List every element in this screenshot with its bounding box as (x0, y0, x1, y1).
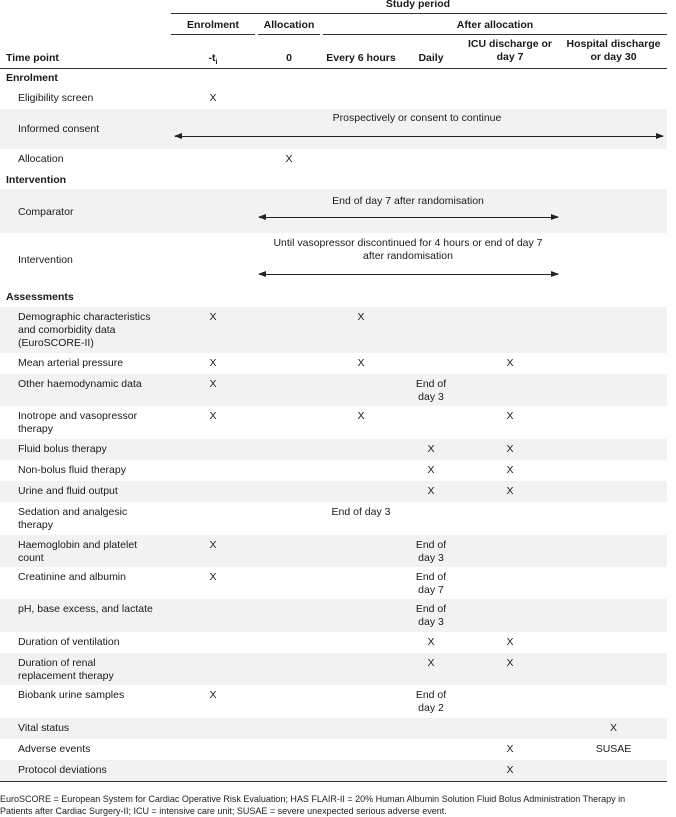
header-after-allocation: After allocation (456, 19, 534, 31)
row-label: Biobank urine samples (18, 689, 125, 701)
cell-enrol: X (209, 311, 217, 323)
row-label (18, 410, 168, 436)
header-allocation: Allocation (263, 19, 315, 31)
cell-hospital: SUSAE (595, 743, 632, 755)
table-row (0, 599, 667, 632)
cell-enrol: X (209, 539, 217, 551)
span-text: Prospectively or consent to continue (332, 112, 502, 124)
section-label: Enrolment (6, 72, 58, 84)
row-label: Protocol deviations (18, 764, 107, 776)
row-label (18, 657, 168, 683)
header-rule-enrolment (171, 34, 255, 35)
row-label: Duration of ventilation (18, 636, 120, 648)
header-tp-allocation: 0 (286, 52, 292, 64)
cell-alloc: X (285, 153, 293, 165)
row-label: Adverse events (18, 743, 91, 755)
header-rule-top (171, 13, 667, 14)
table-row (0, 535, 667, 567)
section-assessments (0, 288, 667, 307)
cell-daily (404, 378, 458, 404)
section-label: Intervention (6, 174, 67, 186)
table-row (0, 406, 667, 439)
row-label-line2: replacement therapy (18, 670, 114, 682)
cell-enrol: X (209, 357, 217, 369)
cell-daily (404, 539, 458, 565)
tp-hosp-line1: Hospital discharge (566, 38, 661, 50)
row-label: Non-bolus fluid therapy (18, 464, 126, 476)
row-label (18, 311, 168, 350)
cell-icu: X (506, 443, 514, 455)
row-label (18, 506, 168, 532)
table-row (0, 632, 667, 653)
row-label: Comparator (18, 206, 74, 218)
header-tp-every6: Every 6 hours (326, 52, 396, 64)
header-tp-hospital (560, 38, 667, 64)
cell-daily-line2: day 3 (418, 552, 444, 564)
table-row (0, 353, 667, 374)
row-label: Allocation (18, 153, 64, 165)
table-row (0, 439, 667, 460)
cell-enrol: X (209, 571, 217, 583)
header-enrolment: Enrolment (187, 19, 239, 31)
row-label-line1: Haemoglobin and platelet (18, 539, 138, 551)
cell-daily-line1: End of (415, 603, 447, 615)
header-tp-enrolment (171, 52, 255, 69)
table-row (0, 149, 667, 170)
cell-daily: X (427, 464, 435, 476)
header-rule-allocation (258, 34, 320, 35)
span-text: End of day 7 after randomisation (332, 195, 484, 207)
row-label-line1: Demographic characteristics (18, 311, 151, 323)
cell-daily (404, 689, 458, 715)
cell-every6: X (357, 311, 365, 323)
row-label: Eligibility screen (18, 92, 94, 104)
table-row (0, 481, 667, 502)
header-rule-after (323, 34, 667, 35)
table-row (0, 502, 667, 535)
cell-every6: End of day 3 (331, 506, 391, 518)
cell-enrol: X (209, 92, 217, 104)
cell-daily: X (427, 636, 435, 648)
row-label (18, 539, 168, 565)
row-label-line1: Inotrope and vasopressor (18, 410, 138, 422)
row-label: Informed consent (18, 123, 100, 135)
tp-icu-line1: ICU discharge or (467, 38, 553, 50)
cell-daily: X (427, 485, 435, 497)
cell-icu: X (506, 464, 514, 476)
table-bottom-rule (0, 781, 667, 782)
cell-icu: X (506, 764, 514, 776)
table-row (0, 88, 667, 109)
cell-daily-line2: day 7 (418, 584, 444, 596)
cell-daily-line1: End of (415, 378, 447, 390)
table-row (0, 189, 667, 233)
table-row (0, 567, 667, 599)
table-row (0, 109, 667, 149)
tp-icu-line2: day 7 (496, 51, 524, 63)
table-row (0, 760, 667, 781)
row-label-line2: therapy (18, 519, 54, 531)
table-row (0, 739, 667, 760)
span-arrow (259, 217, 558, 218)
row-label: Other haemodynamic data (18, 378, 142, 390)
cell-daily-line2: day 3 (418, 391, 444, 403)
cell-daily: X (427, 657, 435, 669)
table-row (0, 685, 667, 718)
cell-every6: X (357, 357, 365, 369)
row-label: Intervention (18, 254, 73, 266)
span-arrow (259, 274, 558, 275)
row-label-line3: (EuroSCORE-II) (18, 337, 94, 349)
tp-enrol-sub: i (215, 59, 218, 67)
section-intervention (0, 170, 667, 189)
row-label: Urine and fluid output (18, 485, 118, 497)
table-row (0, 653, 667, 685)
header-tp-daily: Daily (418, 52, 444, 64)
cell-daily: X (427, 443, 435, 455)
table-row (0, 718, 667, 739)
tp-enrol-text: -t (208, 52, 216, 64)
header-study-period: Study period (385, 0, 451, 10)
header-tp-icu (460, 38, 560, 64)
row-label-line2: count (18, 552, 44, 564)
row-label: Fluid bolus therapy (18, 443, 107, 455)
cell-daily-line1: End of (415, 571, 447, 583)
cell-daily-line2: day 3 (418, 616, 444, 628)
cell-daily-line1: End of (415, 539, 447, 551)
tp-hosp-line2: or day 30 (590, 51, 637, 63)
table-row (0, 307, 667, 353)
cell-icu: X (506, 657, 514, 669)
cell-icu: X (506, 636, 514, 648)
footnote-line1: EuroSCORE = European System for Cardiac Operative Risk Evaluation; HAS FLAIR-II = 20% Human Albumin Solution Fluid Bolus Administration Therapy in (0, 794, 626, 804)
table-footnote (0, 794, 676, 817)
section-enrolment (0, 69, 667, 88)
row-label: Mean arterial pressure (18, 357, 124, 369)
table-row (0, 460, 667, 481)
cell-daily-line1: End of (415, 689, 447, 701)
cell-every6: X (357, 410, 365, 422)
row-label-line1: Duration of renal (18, 657, 96, 669)
table-row (0, 374, 667, 406)
section-label: Assessments (6, 291, 74, 303)
row-label-line2: and comorbidity data (18, 324, 116, 336)
header-time-point: Time point (6, 52, 59, 64)
cell-icu: X (506, 743, 514, 755)
cell-icu: X (506, 357, 514, 369)
span-text-line2: after randomisation (363, 250, 453, 262)
row-label: Creatinine and albumin (18, 571, 126, 583)
row-label-line1: Sedation and analgesic (18, 506, 128, 518)
cell-daily (404, 603, 458, 629)
row-label-line2: therapy (18, 423, 54, 435)
cell-icu: X (506, 410, 514, 422)
row-label: Vital status (18, 722, 70, 734)
table-row (0, 233, 667, 288)
span-text-line1: Until vasopressor discontinued for 4 hours or end of day 7 (273, 237, 543, 249)
cell-icu: X (506, 485, 514, 497)
cell-daily (404, 571, 458, 597)
row-label: pH, base excess, and lactate (18, 603, 153, 615)
cell-daily-line2: day 2 (418, 702, 444, 714)
footnote-line2: Patients after Cardiac Surgery-II; ICU = intensive care unit; SUSAE = severe unexpected serious adverse event. (0, 805, 447, 816)
cell-hospital: X (609, 722, 617, 734)
cell-enrol: X (209, 410, 217, 422)
span-arrow (175, 136, 663, 137)
cell-enrol: X (209, 689, 217, 701)
cell-enrol: X (209, 378, 217, 390)
